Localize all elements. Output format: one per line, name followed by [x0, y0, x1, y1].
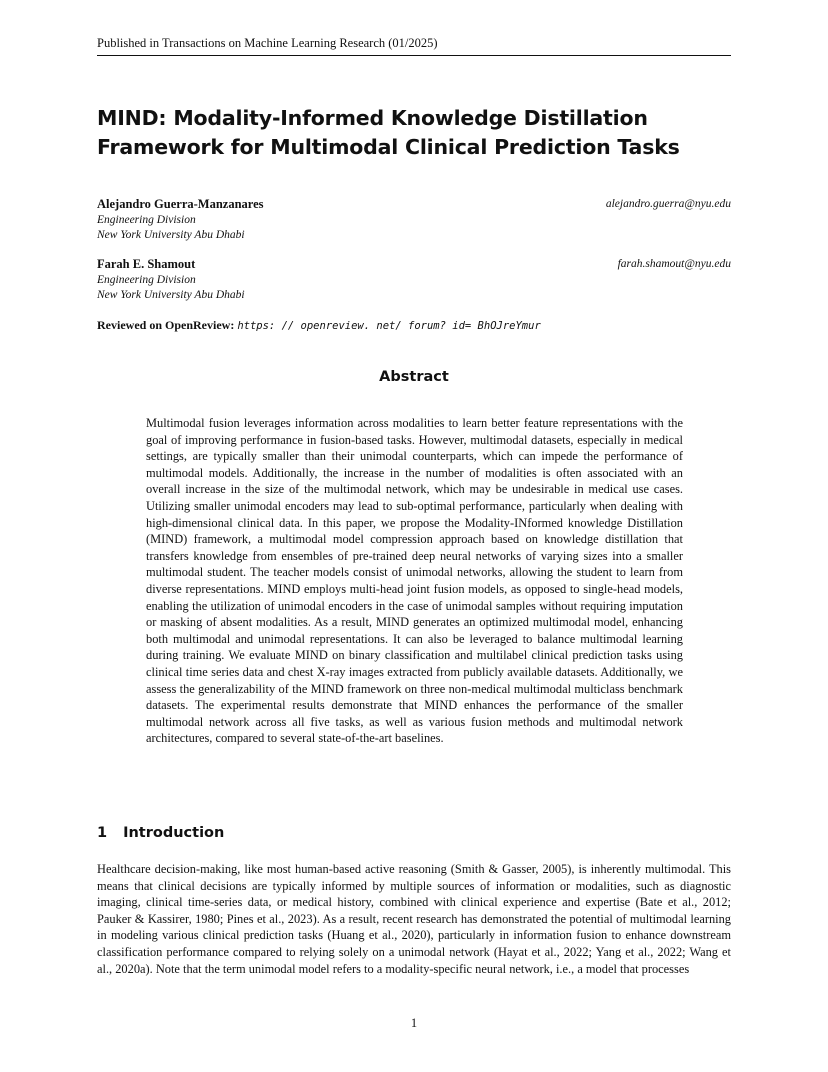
author-block — [97, 257, 731, 304]
introduction-text: Healthcare decision-making, like most human-based active reasoning (Smith & Gasser, 2005), is inherently multimodal. This means that clinical decisions are typically informed by multiple sources of information or modalities, such as diagnostic imaging, clinical time-series data, or medical history, combined with clinical experience and expertise (Bate et al., 2012; Pauker & Kassirer, 1980; Pines et al., 2023). As a result, recent research has demonstrated the potential of multimodal learning in modeling various clinical prediction tasks (Huang et al., 2020), particularly in information fusion to enhance downstream classification performance compared to relying solely on a unimodal network (Hayat et al., 2022; Yang et al., 2022; Wang et al., 2020a). Note that the term unimodal model refers to a modality-specific neural network, i.e., a model that processes — [97, 862, 731, 976]
openreview-link[interactable]: https: // openreview. net/ forum? id= BhOJreYmur — [237, 320, 541, 332]
author-institution: New York University Abu Dhabi — [97, 289, 245, 301]
review-label: Reviewed on OpenReview: — [97, 318, 235, 332]
section-heading — [97, 825, 224, 841]
author-block — [97, 197, 731, 244]
paper-title: MIND: Modality-Informed Knowledge Distillation Framework for Multimodal Clinical Prediction Tasks — [97, 106, 680, 159]
abstract-heading: Abstract — [379, 369, 449, 385]
author-email[interactable]: alejandro.guerra@nyu.edu — [605, 198, 731, 210]
page-number: 1 — [410, 1016, 418, 1030]
section-number: 1 — [97, 825, 108, 841]
running-head: Published in Transactions on Machine Learning Research (01/2025) — [97, 36, 731, 56]
review-line — [97, 318, 541, 333]
author-division: Engineering Division — [97, 273, 196, 286]
section-title: Introduction — [123, 825, 225, 841]
author-name: Alejandro Guerra-Manzanares — [97, 197, 264, 211]
author-name: Farah E. Shamout — [97, 257, 196, 271]
author-institution: New York University Abu Dhabi — [97, 229, 245, 241]
abstract-text: Multimodal fusion leverages information across modalities to learn better feature representations with the goal of improving performance in fusion-based tasks. However, multimodal datasets, especially in medical settings, are typically smaller than their unimodal counterparts, which can impede the performance of multimodal models. Additionally, the increase in the number of modalities is often associated with an overall increase in the size of the multimodal network, which may be undesirable in medical use cases. Utilizing smaller unimodal encoders may lead to sub-optimal performance, particularly when dealing with high-dimensional clinical data. In this paper, we propose the Modality-INformed knowledge Distillation (MIND) framework, a multimodal model compression approach based on knowledge distillation that transfers knowledge from ensembles of pre-trained deep neural networks of varying sizes into a smaller multimodal student. The teacher models consist of unimodal networks, allowing the student to learn from diverse representations. MIND employs multi-head joint fusion models, as opposed to single-head models, enabling the utilization of unimodal encoders in the case of unimodal samples without requiring imputation or masking of absent modalities. As a result, MIND generates an optimized multimodal model, enhancing both multimodal and unimodal representations. It can also be leveraged to balance multimodal learning during training. We evaluate MIND on binary classification and multilabel clinical prediction tasks using clinical time series data and chest X-ray images extracted from publicly available datasets. Additionally, we assess the generalizability of the MIND framework on three non-medical multimodal multiclass benchmark datasets. The experimental results demonstrate that MIND enhances the performance of the smaller multimodal network across all five tasks, as well as various fusion methods and multimodal network architectures, compared to several state-of-the-art baselines. — [146, 416, 683, 746]
author-email[interactable]: farah.shamout@nyu.edu — [617, 258, 731, 270]
author-division: Engineering Division — [97, 213, 196, 226]
